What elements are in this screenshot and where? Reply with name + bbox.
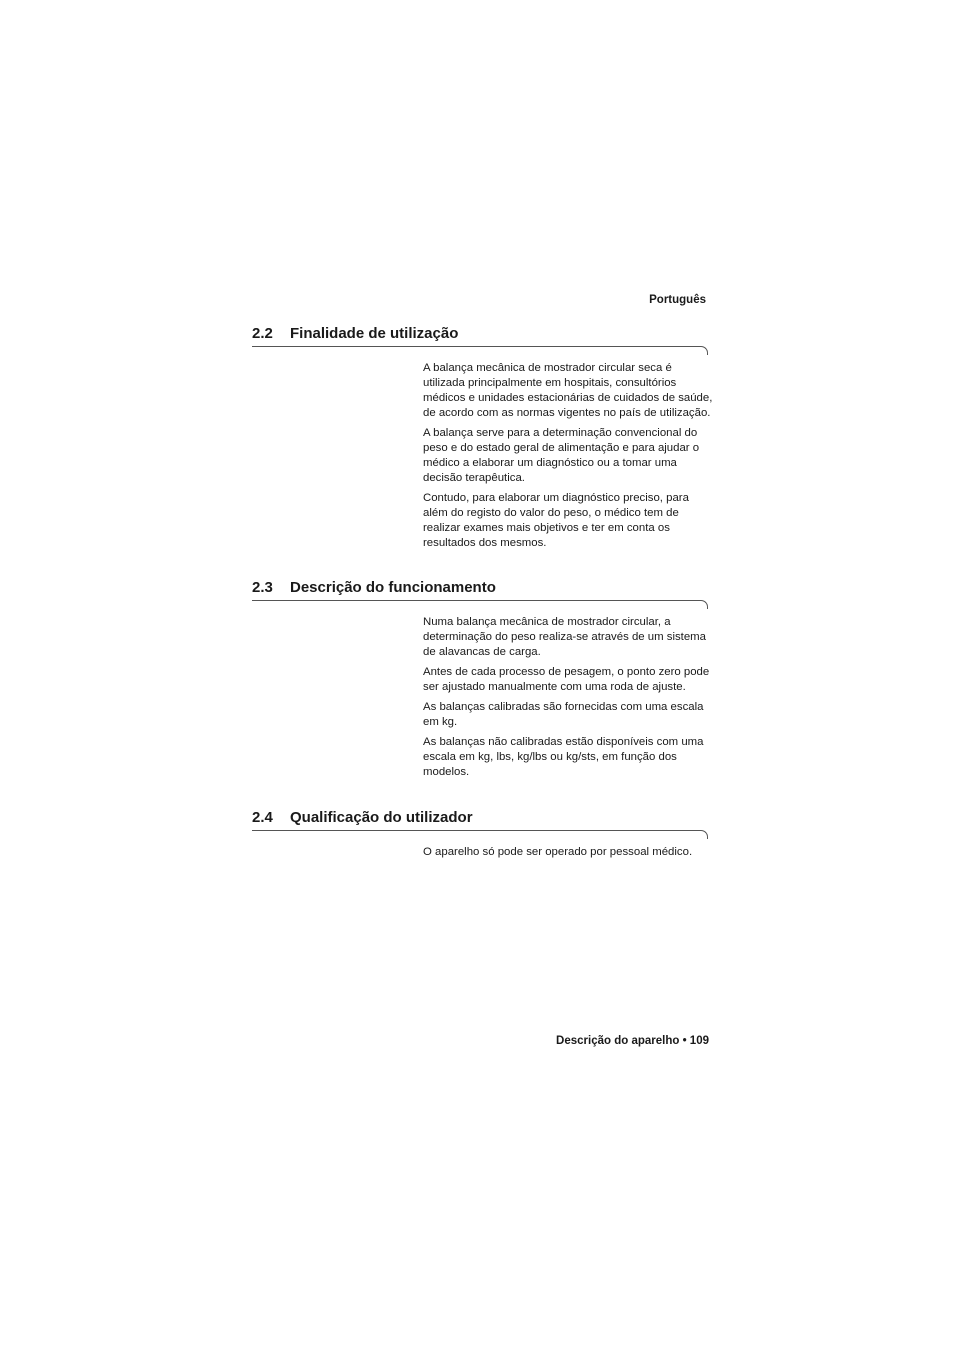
section-purpose: [252, 324, 713, 556]
paragraph: O aparelho só pode ser operado por pessoal médico.: [423, 846, 693, 858]
section-number: 2.2: [252, 325, 273, 342]
paragraph: A balança serve para a determinação convencional do peso e do estado geral de alimentação e para ajudar o médico a elaborar um diagnóstico ou a tomar uma decisão terapêutica.: [423, 427, 700, 484]
paragraph: Numa balança mecânica de mostrador circular, a determinação do peso realiza-se através de um sistema de alavancas de carga.: [423, 616, 707, 658]
section-heading: [252, 324, 708, 344]
section-rule: [252, 600, 708, 609]
paragraph: A balança mecânica de mostrador circular seca é utilizada principalmente em hospitais, consultórios médicos e unidades estacionárias de cuidados de saúde, de acordo com as normas vigentes no país de utilização.: [423, 362, 713, 419]
paragraph: As balanças não calibradas estão disponíveis com uma escala em kg, lbs, kg/lbs ou kg/sts, em função dos modelos.: [423, 736, 704, 778]
page-footer: Descrição do aparelho • 109: [556, 1035, 709, 1047]
section-title: Qualificação do utilizador: [290, 809, 473, 826]
section-number: 2.3: [252, 579, 273, 596]
section-body: [423, 615, 713, 780]
section-title: Descrição do funcionamento: [290, 579, 496, 596]
section-rule: [252, 346, 708, 355]
section-rule: [252, 830, 708, 839]
section-number: 2.4: [252, 809, 273, 826]
paragraph: Antes de cada processo de pesagem, o ponto zero pode ser ajustado manualmente com uma roda de ajuste.: [423, 666, 710, 693]
section-title: Finalidade de utilização: [290, 325, 459, 342]
paragraph: As balanças calibradas são fornecidas com uma escala em kg.: [423, 701, 704, 728]
section-heading: [252, 578, 708, 598]
language-label: Português: [649, 294, 706, 306]
section-function: [252, 578, 708, 785]
paragraph: Contudo, para elaborar um diagnóstico preciso, para além do registo do valor do peso, o médico tem de realizar exames mais objetivos e ter em conta os resultados dos mesmos.: [423, 492, 689, 549]
section-qualification: [252, 808, 708, 865]
section-heading: [252, 808, 708, 828]
section-body: [423, 361, 713, 551]
section-body: [423, 845, 713, 860]
